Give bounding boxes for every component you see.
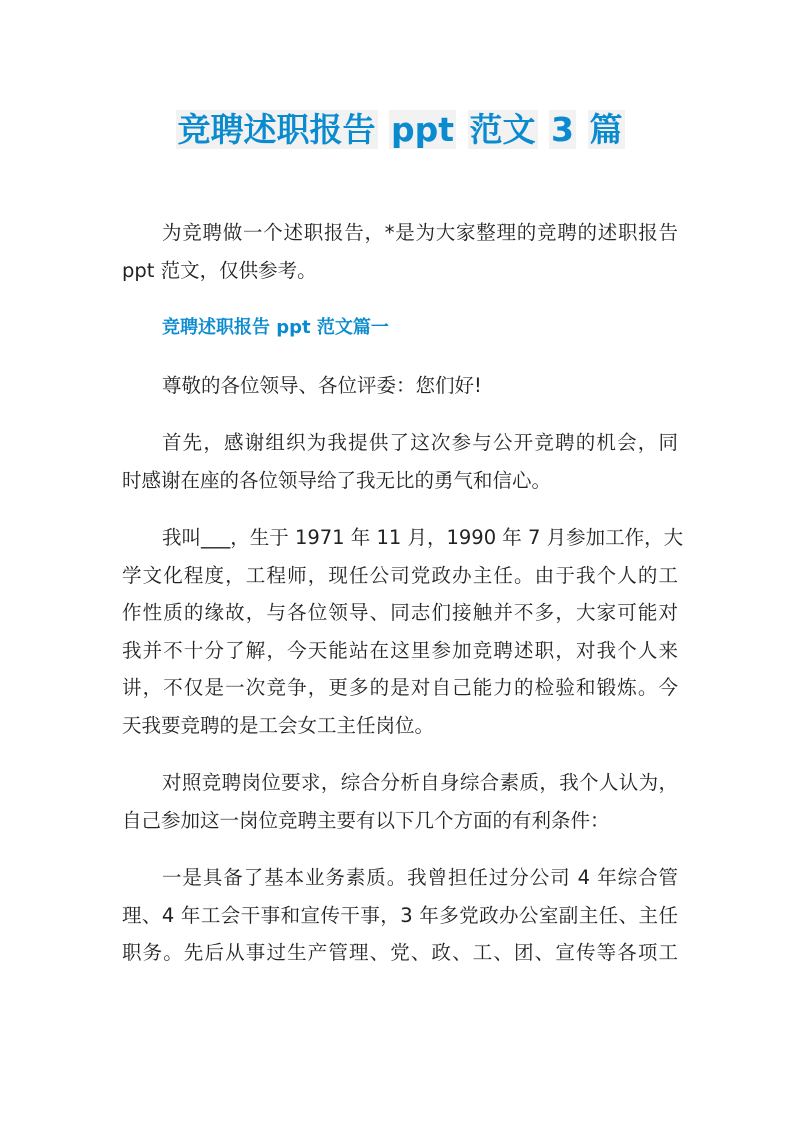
text-line: 职务。先后从事过生产管理、党、政、工、团、宣传等各项工 — [122, 941, 678, 964]
paragraph — [122, 519, 684, 744]
text-line: 为竞聘做一个述职报告，*是为大家整理的竞聘的述职报告 — [162, 221, 678, 244]
text-line: 讲，不仅是一次竞争，更多的是对自己能力的检验和锻炼。今 — [122, 676, 678, 699]
text-line: ppt 范文，仅供参考。 — [122, 258, 317, 282]
text-line: 学文化程度，工程师，现任公司党政办主任。由于我个人的工 — [122, 563, 678, 587]
text-line: 首先，感谢组织为我提供了这次参与公开竞聘的机会，同 — [162, 431, 678, 454]
paragraph — [122, 424, 678, 499]
title-part: 3 — [551, 110, 574, 149]
title-part: ppt — [391, 110, 455, 149]
text-line: 天我要竞聘的是工会女工主任岗位。 — [122, 713, 435, 737]
paragraph — [122, 367, 678, 405]
title-part: 篇 — [589, 110, 623, 149]
section-heading — [122, 309, 678, 347]
text-line: 对照竞聘岗位要求，综合分析自身综合素质，我个人认为， — [162, 771, 678, 794]
text-line: 作性质的缘故，与各位领导、同志们接触并不多，大家可能对 — [122, 601, 678, 624]
paragraph — [122, 214, 678, 289]
title-part: 竞聘述职报告 — [177, 110, 376, 149]
text-line: 自己参加这一岗位竞聘主要有以下几个方面的有利条件： — [122, 808, 610, 832]
document-body — [122, 214, 684, 992]
text-line: 我并不十分了解，今天能站在这里参加竞聘述职，对我个人来 — [122, 638, 678, 662]
paragraph — [122, 859, 678, 972]
paragraph — [122, 764, 678, 839]
text-line: 我叫___，生于 1971 年 11 月，1990 年 7 月参加工作，大 — [162, 526, 684, 549]
text-line: 竞聘述职报告 ppt 范文篇一 — [162, 317, 389, 338]
text-line: 理、4 年工会干事和宣传干事，3 年多党政办公室副主任、主任 — [122, 903, 678, 927]
text-line: 尊敬的各位领导、各位评委：您们好! — [162, 373, 482, 397]
text-line: 时感谢在座的各位领导给了我无比的勇气和信心。 — [122, 468, 552, 492]
title-part: 范文 — [469, 110, 536, 149]
document-title — [0, 104, 800, 156]
text-line: 一是具备了基本业务素质。我曾担任过分公司 4 年综合管 — [162, 866, 678, 889]
